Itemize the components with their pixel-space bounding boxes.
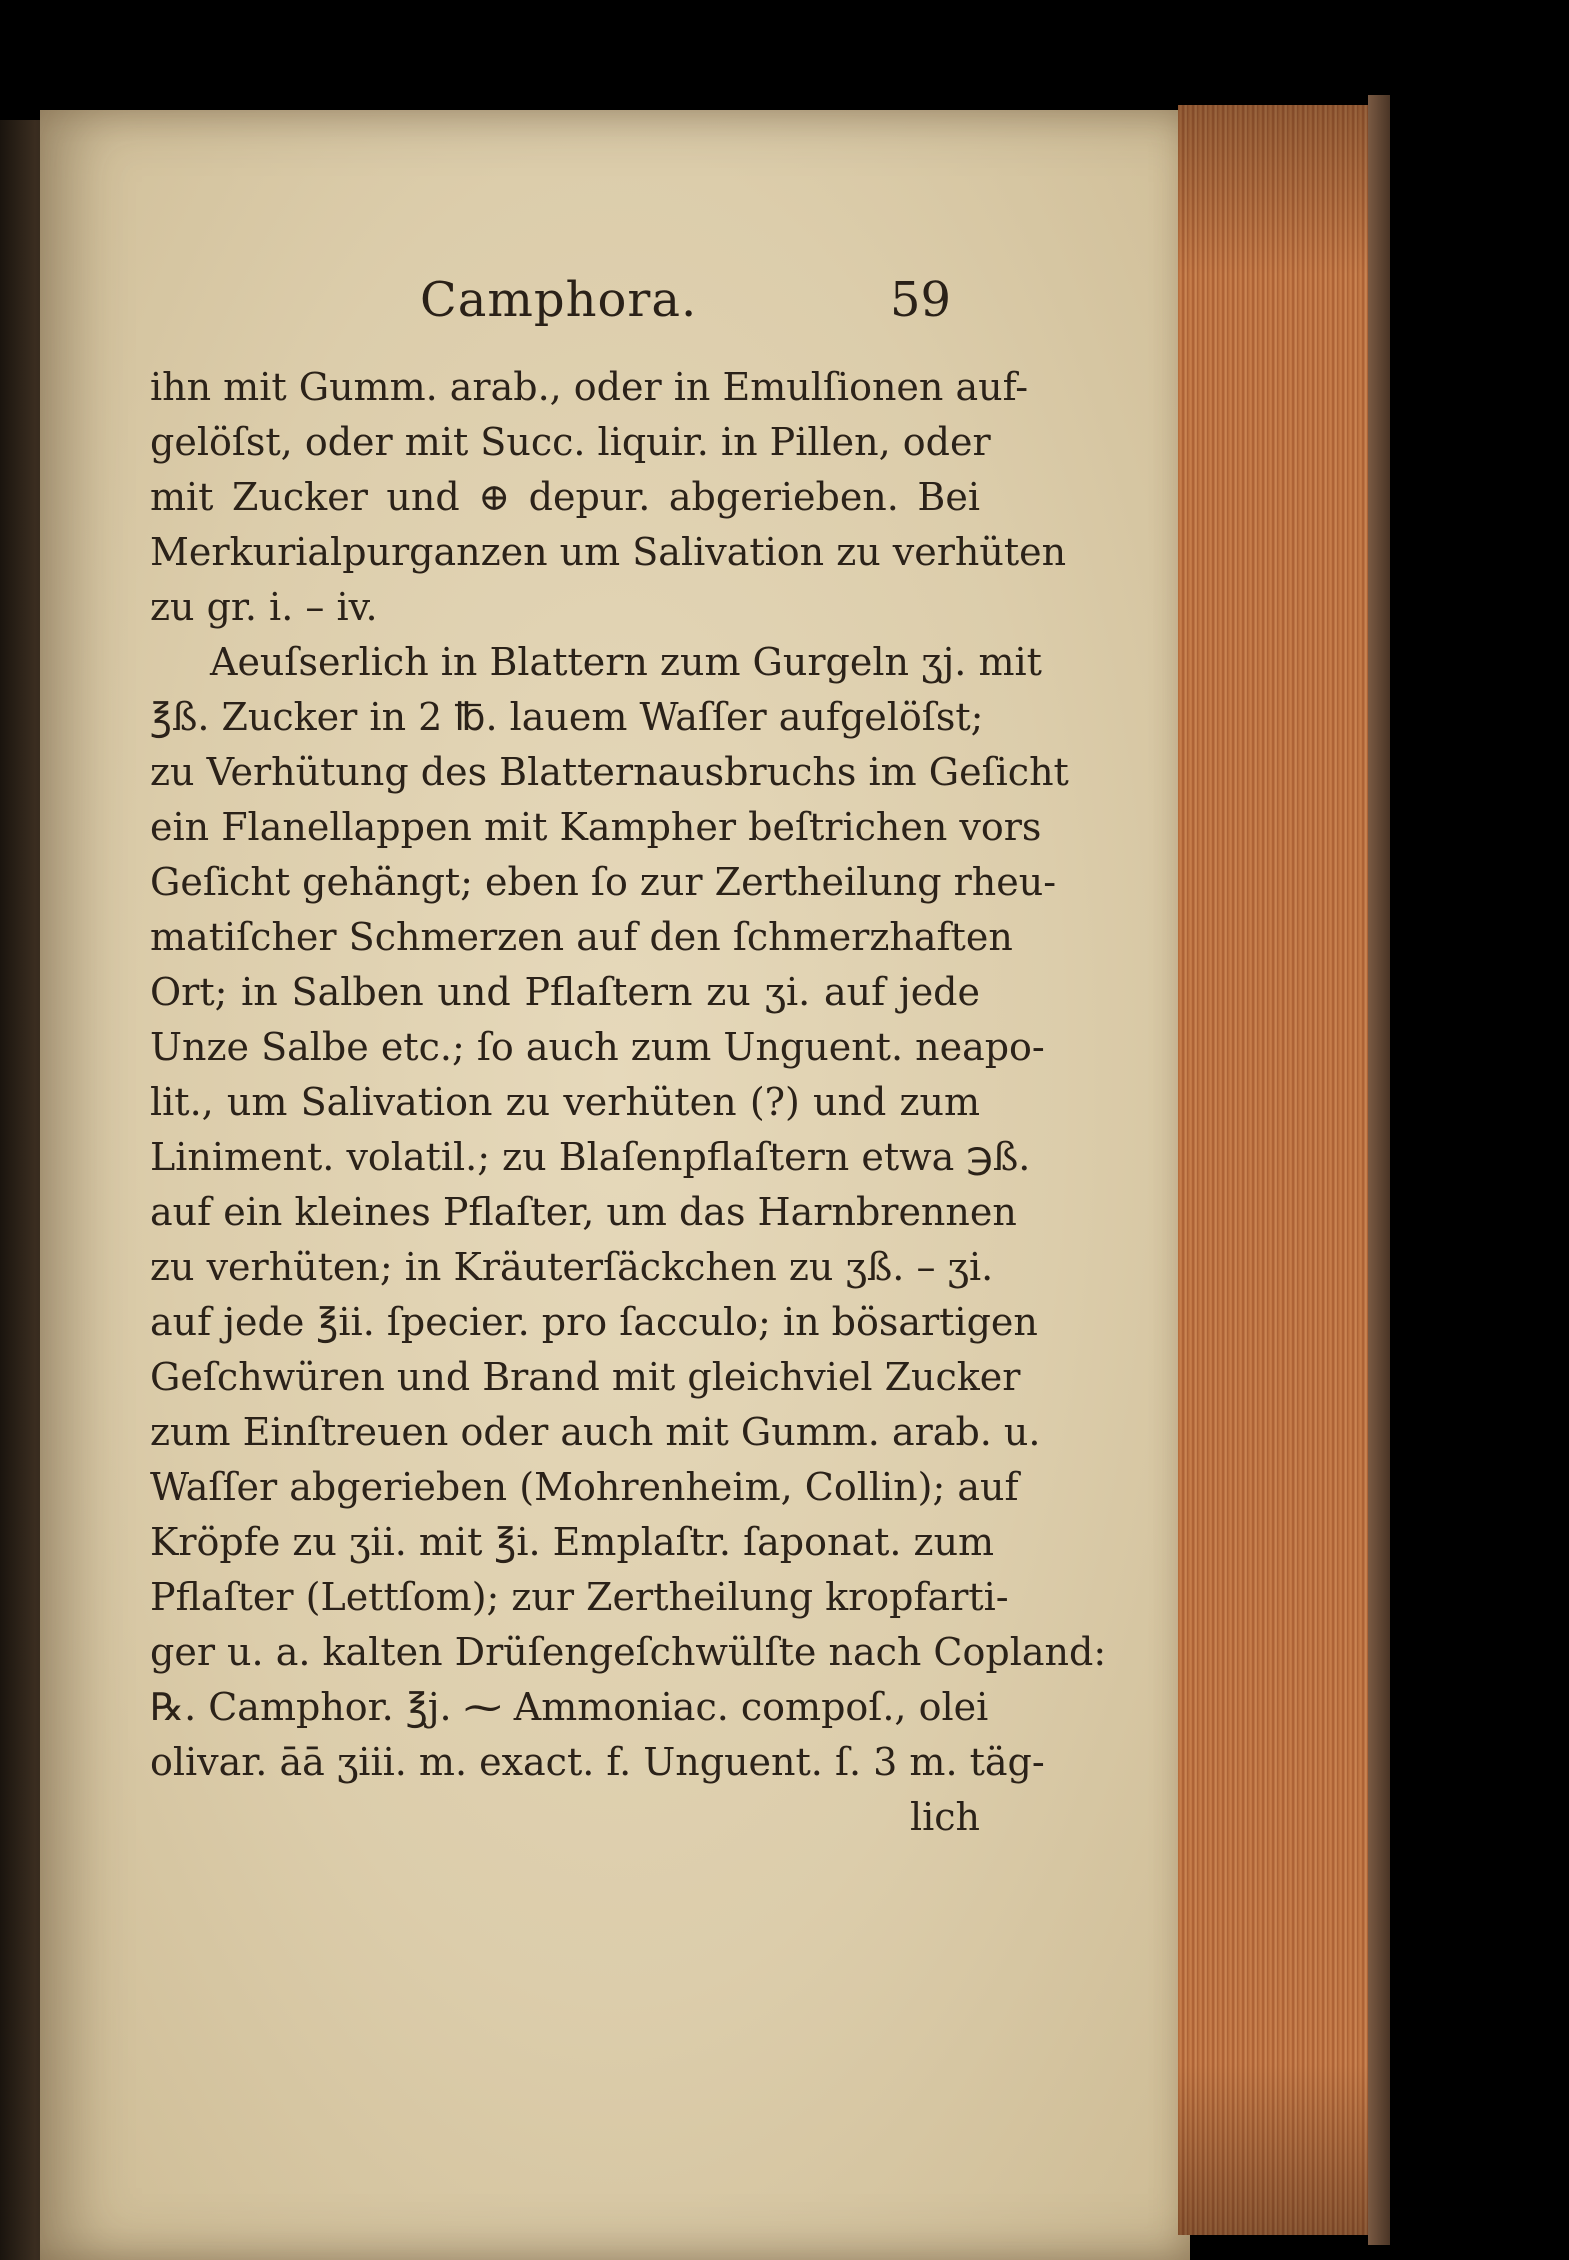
- text-line: auf jede ℥ii. ſpecier. pro ſacculo; in bösartigen: [150, 1300, 1038, 1344]
- body-text: [150, 360, 1107, 1845]
- text-line: Waſſer abgerieben (Mohrenheim, Collin); auf: [150, 1465, 1019, 1509]
- text-line: ℞. Camphor. ℥j. ⁓ Ammoniac. compoſ., olei: [150, 1685, 989, 1729]
- text-line: Pflaſter (Lettſom); zur Zertheilung kropfarti-: [150, 1575, 1009, 1619]
- text-line: zu verhüten; in Kräuterſäckchen zu ʒß. – ʒi.: [150, 1245, 994, 1289]
- text-line: matiſcher Schmerzen auf den ſchmerzhaften: [150, 915, 1013, 959]
- text-line: Merkurialpurganzen um Salivation zu verhüten: [150, 530, 1067, 574]
- text-line: ihn mit Gumm. arab., oder in Emulſionen auf-: [150, 365, 1029, 409]
- text-line: Aeuſserlich in Blattern zum Gurgeln ʒj. mit: [210, 640, 1042, 684]
- text-line: lit., um Salivation zu verhüten (?) und zum: [150, 1080, 980, 1124]
- text-line: gelöſst, oder mit Succ. liquir. in Pillen, oder: [150, 420, 991, 464]
- text-line: olivar. āā ʒiii. m. exact. f. Unguent. ſ. 3 m. täg-: [150, 1740, 1045, 1784]
- text-line: zu Verhütung des Blatternausbruchs im Geſicht: [150, 750, 1069, 794]
- text-line: zu gr. i. – iv.: [150, 585, 378, 629]
- page-edge-stack: [1178, 105, 1382, 2235]
- text-line: Kröpfe zu ʒii. mit ℥i. Emplaſtr. ſaponat. zum: [150, 1520, 995, 1564]
- text-line: Geſchwüren und Brand mit gleichviel Zucker: [150, 1355, 1021, 1399]
- book-cover-edge: [1368, 95, 1390, 2245]
- text-line: ℥ß. Zucker in 2 ℔. lauem Waſſer aufgelöſst;: [150, 695, 984, 739]
- text-line: auf ein kleines Pflaſter, um das Harnbrennen: [150, 1190, 1017, 1234]
- running-title: Camphora.: [420, 272, 698, 328]
- text-line: Geſicht gehängt; eben ſo zur Zertheilung rheu-: [150, 860, 1057, 904]
- text-line: lich: [909, 1795, 980, 1839]
- text-line: Ort; in Salben und Pflaſtern zu ʒi. auf jede: [150, 970, 980, 1014]
- text-line: mit Zucker und ⊕ depur. abgerieben. Bei: [150, 475, 980, 519]
- page-number: 59: [890, 272, 952, 328]
- text-line: ger u. a. kalten Drüſengeſchwülſte nach Copland:: [150, 1630, 1107, 1674]
- text-line: zum Einſtreuen oder auch mit Gumm. arab. u.: [150, 1410, 1041, 1454]
- text-line: Unze Salbe etc.; ſo auch zum Unguent. neapo-: [150, 1025, 1045, 1069]
- text-line: Liniment. volatil.; zu Blaſenpflaſtern etwa ℈ß.: [150, 1135, 1031, 1179]
- text-line: ein Flanellappen mit Kampher beſtrichen vors: [150, 805, 1042, 849]
- page-header: [150, 272, 950, 332]
